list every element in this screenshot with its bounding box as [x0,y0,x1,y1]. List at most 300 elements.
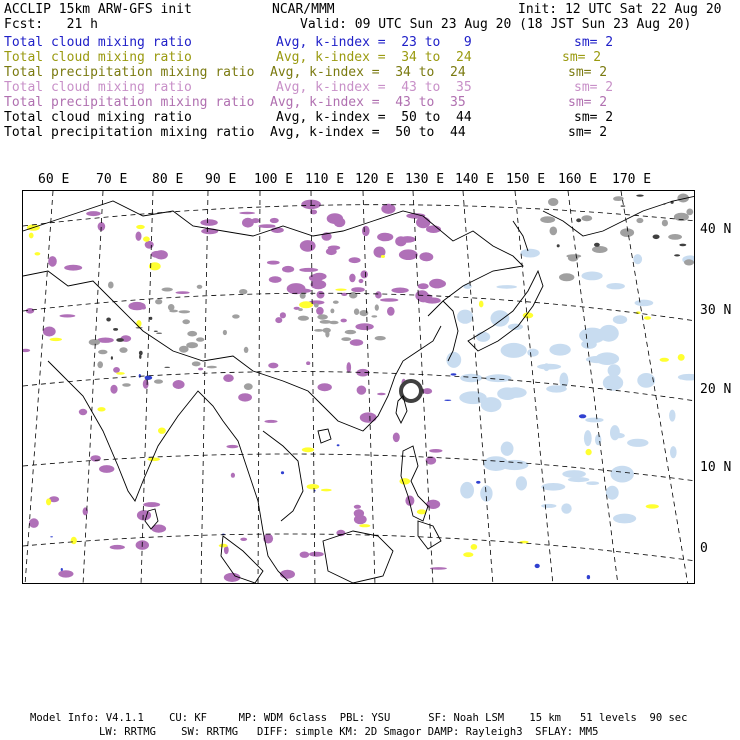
field-4-name: Total precipitation mixing ratio [4,95,255,110]
light-cloud-area [670,446,677,458]
light-cloud-area [541,483,565,491]
high-cloud-area [119,347,127,353]
light-cloud-area [457,310,473,324]
deep-cloud-area [576,218,581,222]
upper-cloud-area [143,379,149,388]
high-cloud-area [232,314,240,318]
light-cloud-area [606,486,619,500]
upper-cloud-area [350,339,363,346]
upper-cloud-area [58,570,73,577]
lon-label: 120 E [355,172,395,187]
mid-cloud-area [136,320,141,327]
lon-label: 80 E [152,172,184,187]
light-cloud-area [501,442,514,456]
upper-cloud-area [60,314,76,317]
upper-cloud-area [110,385,117,394]
precip-area [281,471,284,474]
upper-cloud-area [145,241,154,249]
model-title: ACCLIP 15km ARW-GFS init [4,2,192,17]
high-cloud-area [192,361,201,366]
lat-label: 10 N [700,460,732,475]
model-info-line-1: Model Info: V4.1.1 CU: KF MP: WDM 6class PBL: YSU SF: Noah LSM 15 km 51 levels 90 sec [30,712,688,724]
meridian [201,191,208,584]
model-info-line-2: LW: RRTMG SW: RRTMG DIFF: simple KM: 2D Smagor DAMP: Rayleigh3 SFLAY: MM5 [99,726,599,738]
high-cloud-area [662,220,668,227]
meridian [463,191,493,584]
precip-area [337,444,340,446]
light-cloud-area [582,272,603,281]
deep-cloud-area [113,328,118,331]
light-cloud-area [606,283,625,289]
deep-cloud-area [557,244,560,247]
field-0-avg: Avg, k-index = 23 to 9 [276,35,472,50]
mid-cloud-area [399,478,410,484]
deep-cloud-area [594,243,600,247]
field-5-sm: sm= 2 [574,110,614,125]
precip-area [579,414,586,418]
border-line [443,301,458,361]
high-cloud-area [540,216,555,223]
mid-cloud-area [335,289,346,291]
upper-cloud-area [426,500,440,509]
deep-cloud-area [106,318,111,322]
field-2-name: Total precipitation mixing ratio [4,65,255,80]
high-cloud-area [89,339,100,345]
meridian [83,191,103,584]
upper-cloud-area [143,502,160,507]
high-cloud-area [349,292,357,299]
field-4-avg: Avg, k-index = 43 to 35 [270,95,466,110]
upper-cloud-area [429,449,442,453]
light-cloud-area [516,476,527,490]
upper-cloud-area [110,545,125,550]
high-cloud-area [244,347,249,353]
field-5-avg: Avg, k-index = 50 to 44 [276,110,472,125]
meridian [621,191,688,584]
light-cloud-area [579,328,606,344]
high-cloud-area [197,285,203,289]
mid-cloud-area [646,504,659,508]
high-cloud-area [581,215,592,221]
upper-cloud-area [361,270,368,278]
upper-cloud-area [79,409,87,415]
upper-cloud-area [86,211,101,216]
deep-cloud-area [116,338,124,342]
deep-cloud-area [150,317,153,320]
upper-cloud-area [318,383,332,391]
high-cloud-area [668,234,682,240]
mid-cloud-area [71,537,77,545]
deep-cloud-area [674,254,680,256]
high-cloud-area [98,350,107,355]
deep-cloud-area [139,355,141,359]
mid-cloud-area [143,236,150,241]
field-1-sm: sm= 2 [562,50,602,65]
upper-cloud-area [238,393,252,401]
lat-label: 0 [700,541,708,556]
parallel-40n [23,205,695,226]
mid-cloud-area [29,233,34,239]
field-6-avg: Avg, k-index = 50 to 44 [270,125,466,140]
field-0-name: Total cloud mixing ratio [4,35,192,50]
mid-cloud-area [302,447,314,452]
upper-cloud-area [267,261,280,265]
mid-cloud-area [50,338,62,341]
high-cloud-area [182,319,190,324]
precip-area [50,536,53,537]
upper-cloud-area [316,307,324,315]
field-1-name: Total cloud mixing ratio [4,50,192,65]
light-cloud-area [508,324,523,330]
upper-cloud-area [275,317,282,323]
upper-cloud-area [380,298,398,302]
map-svg [23,191,695,584]
upper-cloud-area [299,268,318,272]
high-cloud-area [559,273,574,281]
mid-cloud-area [35,252,41,255]
light-cloud-area [669,410,675,422]
field-2-sm: sm= 2 [568,65,608,80]
high-cloud-area [354,308,359,315]
high-cloud-area [620,228,634,237]
upper-cloud-area [306,361,310,365]
field-0-sm: sm= 2 [574,35,614,50]
high-cloud-area [207,366,217,369]
upper-cloud-area [377,393,386,395]
upper-cloud-area [309,274,323,282]
upper-cloud-area [269,276,282,283]
upper-cloud-area [415,290,428,301]
upper-cloud-area [391,288,408,294]
upper-cloud-area [136,232,142,241]
upper-cloud-area [239,212,255,215]
high-cloud-area [298,308,303,311]
upper-cloud-area [359,279,364,283]
light-cloud-area [521,249,540,258]
field-2-avg: Avg, k-index = 34 to 24 [270,65,466,80]
upper-cloud-area [128,302,145,310]
upper-cloud-area [349,274,355,283]
upper-cloud-area [23,349,30,352]
upper-cloud-area [419,252,432,261]
light-cloud-area [603,375,623,391]
upper-cloud-area [349,257,361,263]
mid-cloud-area [644,316,651,319]
lon-label: 130 E [405,172,445,187]
high-cloud-area [187,331,197,337]
light-cloud-area [568,477,589,482]
upper-cloud-area [362,226,370,236]
high-cloud-area [314,329,323,332]
light-cloud-area [613,315,627,324]
upper-cloud-area [354,505,361,509]
mid-cloud-area [136,225,145,229]
mid-cloud-area [381,255,385,258]
lon-label: 90 E [205,172,237,187]
high-cloud-area [548,198,558,206]
light-cloud-area [585,418,603,423]
upper-cloud-area [309,552,324,557]
upper-cloud-area [347,362,352,373]
mid-cloud-area [299,301,313,308]
light-cloud-area [501,460,529,470]
upper-cloud-area [416,217,430,228]
high-cloud-area [186,342,198,348]
upper-cloud-area [198,368,203,371]
upper-cloud-area [173,380,185,389]
high-cloud-area [375,304,379,310]
mid-cloud-area [147,458,160,462]
precip-area [476,481,480,484]
high-cloud-area [196,337,204,341]
high-cloud-area [550,227,558,236]
lon-label: 100 E [254,172,294,187]
field-3-name: Total cloud mixing ratio [4,80,192,95]
upper-cloud-area [400,236,416,243]
deep-cloud-area [154,331,158,332]
field-4-sm: sm= 2 [568,95,608,110]
light-cloud-area [627,439,648,447]
upper-cloud-area [270,218,279,223]
light-cloud-area [611,466,634,483]
deep-cloud-area [679,244,686,247]
upper-cloud-area [99,465,114,473]
precip-area [535,564,540,568]
meridian [413,191,433,584]
typhoon-marker [401,381,421,401]
island-outline [318,429,331,443]
upper-cloud-area [360,412,377,422]
upper-cloud-area [418,283,429,289]
upper-cloud-area [200,219,217,226]
mid-cloud-area [321,489,332,492]
upper-cloud-area [334,218,346,228]
light-cloud-area [613,514,636,524]
light-cloud-area [584,430,592,446]
high-cloud-area [345,330,356,334]
mid-cloud-area [116,372,125,375]
upper-cloud-area [326,248,337,255]
high-cloud-area [613,197,620,201]
precip-area [451,373,457,375]
upper-cloud-area [226,445,238,448]
upper-cloud-area [387,307,395,316]
high-cloud-area [320,320,332,324]
upper-cloud-area [282,266,294,273]
light-cloud-area [459,391,486,404]
deep-cloud-area [621,205,626,206]
deep-cloud-area [111,356,113,359]
light-cloud-area [476,332,490,342]
light-cloud-area [678,374,695,381]
field-5-name: Total cloud mixing ratio [4,110,192,125]
mid-cloud-area [660,358,669,362]
high-cloud-area [298,316,309,321]
deep-cloud-area [653,235,660,240]
lon-label: 170 E [612,172,652,187]
upper-cloud-area [231,473,235,478]
upper-cloud-area [264,420,277,423]
high-cloud-area [371,315,377,317]
field-6-name: Total precipitation mixing ratio [4,125,255,140]
upper-cloud-area [317,291,325,299]
light-cloud-area [608,364,621,377]
upper-cloud-area [176,291,190,294]
upper-cloud-area [251,218,259,223]
mid-cloud-area [46,498,51,505]
high-cloud-area [154,379,163,383]
upper-cloud-area [434,280,446,288]
light-cloud-area [637,373,655,388]
high-cloud-area [636,218,643,223]
light-cloud-area [491,310,510,326]
upper-cloud-area [300,552,310,558]
high-cloud-area [223,330,227,335]
light-cloud-area [561,503,571,513]
precip-area [587,575,590,579]
light-cloud-area [613,433,625,438]
light-cloud-area [586,481,599,485]
mid-cloud-area [463,552,473,557]
upper-cloud-area [375,291,382,298]
precip-area [444,400,451,401]
light-cloud-area [635,300,654,307]
mid-cloud-area [97,407,105,411]
light-cloud-area [485,374,511,382]
high-cloud-area [122,383,131,386]
light-cloud-area [501,343,527,358]
upper-cloud-area [280,570,295,579]
light-cloud-area [460,482,474,499]
high-cloud-area [325,331,329,338]
upper-cloud-area [423,388,432,394]
high-cloud-area [375,336,386,340]
field-3-sm: sm= 2 [574,80,614,95]
upper-cloud-area [240,538,247,541]
upper-cloud-area [351,287,365,292]
deep-cloud-area [156,333,162,334]
meridian [25,191,53,584]
border-line [48,361,223,501]
deep-cloud-area [636,195,644,197]
high-cloud-area [108,282,114,289]
upper-cloud-area [155,250,168,259]
high-cloud-area [162,288,173,292]
upper-cloud-area [137,510,151,520]
border-line [263,431,303,521]
high-cloud-area [566,254,581,258]
lon-label: 160 E [558,172,598,187]
deep-cloud-area [164,367,170,368]
island-outline [323,531,393,583]
light-cloud-area [541,504,556,508]
mid-cloud-area [678,354,685,361]
upper-cloud-area [354,515,367,524]
lon-label: 60 E [38,172,70,187]
deep-cloud-area [139,351,143,356]
precip-area [145,376,153,380]
high-cloud-area [97,361,103,368]
lat-label: 40 N [700,222,732,237]
high-cloud-area [314,303,319,307]
upper-cloud-area [377,233,393,242]
island-outline [418,521,441,549]
mid-cloud-area [586,449,592,455]
high-cloud-area [155,299,162,304]
upper-cloud-area [293,289,312,294]
field-1-avg: Avg, k-index = 34 to 24 [276,50,472,65]
high-cloud-area [330,309,334,314]
upper-cloud-area [399,249,418,260]
mid-cloud-area [219,544,228,548]
upper-cloud-area [223,374,234,382]
init-time: Init: 12 UTC Sat 22 Aug 20 [518,2,722,17]
high-cloud-area [341,337,351,341]
upper-cloud-area [355,323,373,330]
field-6-sm: sm= 2 [568,125,608,140]
mid-cloud-area [479,301,484,308]
mid-cloud-area [359,524,370,527]
upper-cloud-area [341,319,347,323]
upper-cloud-area [268,363,278,369]
light-cloud-area [496,285,517,289]
high-cloud-area [168,304,175,311]
high-cloud-area [686,209,693,216]
upper-cloud-area [43,327,56,337]
upper-cloud-area [29,518,39,528]
lat-label: 20 N [700,382,732,397]
upper-cloud-area [357,386,367,395]
high-cloud-area [684,259,694,265]
center-title: NCAR/MMM [272,2,335,17]
upper-cloud-area [113,367,120,373]
field-overlays [23,194,695,583]
valid-time: Valid: 09 UTC Sun 23 Aug 20 (18 JST Sun 23 Aug 20) [300,17,692,32]
upper-cloud-area [258,224,275,228]
lon-label: 110 E [305,172,345,187]
upper-cloud-area [280,312,286,318]
high-cloud-area [244,383,253,390]
high-cloud-area [317,314,328,319]
lon-label: 150 E [506,172,546,187]
mid-cloud-area [158,428,166,434]
upper-cloud-area [64,265,82,271]
light-cloud-area [460,374,482,382]
high-cloud-area [333,301,339,304]
lon-label: 140 E [455,172,495,187]
high-cloud-area [179,310,191,313]
light-cloud-area [543,363,549,371]
lon-label: 70 E [96,172,128,187]
field-3-avg: Avg, k-index = 43 to 35 [276,80,472,95]
upper-cloud-area [48,256,57,267]
upper-cloud-area [393,433,400,443]
forecast-hour: Fcst: 21 h [4,17,98,32]
upper-cloud-area [300,240,316,252]
light-cloud-area [527,349,538,357]
mid-cloud-area [307,484,320,489]
light-cloud-area [562,470,586,478]
parallel-30n [23,293,695,321]
light-cloud-area [549,344,570,356]
light-cloud-area [559,373,568,388]
parallel-10n [23,454,695,481]
mid-cloud-area [471,544,478,550]
light-cloud-area [505,387,527,398]
upper-cloud-area [381,204,395,214]
light-cloud-area [633,254,642,264]
map-panel [22,190,695,584]
